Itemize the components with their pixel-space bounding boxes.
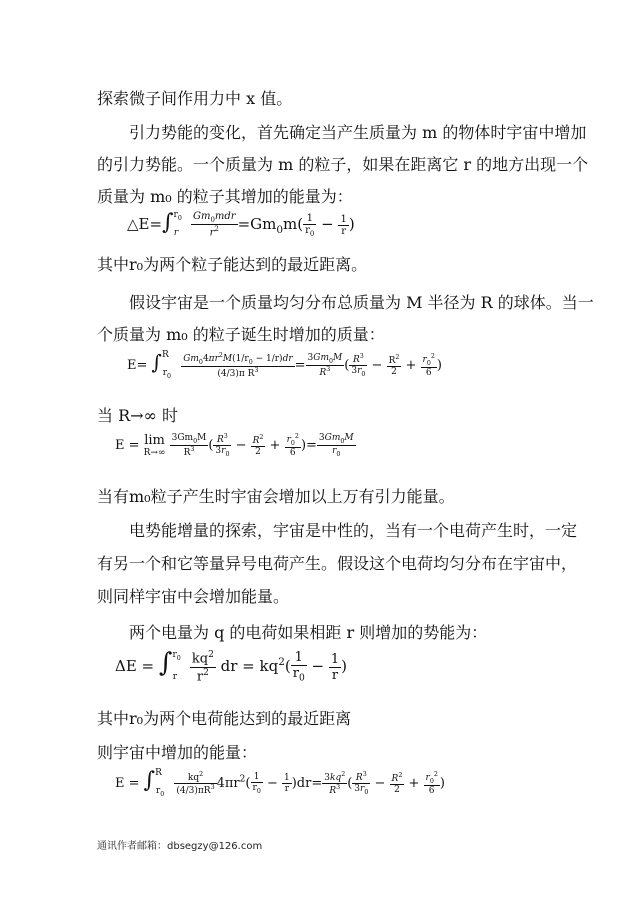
equation-gravity-pair: △E=∫$^{r_0}_r$ $\frac{Gm_0mdr}{r^2}$ $=Gm_0m$( $\frac{1}{r_0}$ − $\frac{1}{r}$ ): [127, 210, 355, 239]
equation-gravity-universe: E= ∫$^R_{r_0}$ $\frac{Gm_04\pi r^2M(1/r_0 - 1/r)dr}{(4/3)\pi R^3}$ = $\frac{3Gm_0M}{R^3}$ ( $\frac{R^3}{3r_0}$ − $\frac{R^2}{2}$ + $\frac{r_0^2}{6}$ ): [127, 350, 442, 380]
equation-electric-universe: E = ∫$^R_{r_0}$ $\frac{kq^2}{(4/3)\pi R^3}$ $4\pi r^2$( $\frac{1}{r_0}$ − $\frac{1}{r}$ )dr= $\frac{3kq^2}{R^3}$ ( $\frac{R^3}{3r_0}$ − $\frac{R^2}{2}$ + $\frac{r_0^2}{6}$ ): [115, 768, 445, 798]
paragraph-line: 探索微子间作用力中 x 值。: [97, 89, 293, 108]
paragraph-line: 有另一个和它等量异号电荷产生。假设这个电荷均匀分布在宇宙中，: [97, 554, 578, 573]
paragraph-line: 当 R→∞ 时: [97, 406, 178, 425]
paragraph-line: 质量为 m₀ 的粒子其增加的能量为：: [97, 187, 353, 206]
paragraph-line: 的引力势能。一个质量为 m 的粒子，如果在距离它 r 的地方出现一个: [97, 155, 589, 174]
paragraph-line: 其中r₀为两个电荷能达到的最近距离: [97, 709, 352, 728]
equation-limit: E = lim R→∞ $\frac{3Gm_0M}{R^3}$ ( $\frac{R^3}{3r_0}$ − $\frac{R^2}{2}$ + $\frac{r_0^2}{6}$ )= $\frac{3Gm_0M}{r_0}$: [115, 433, 354, 458]
equation-electric-pair: ΔE = ∫$^{r_0}_r$ $\frac{kq^2}{r^2}$ dr = $kq^2$( $\frac{1}{r_0}$ − $\frac{1}{r}$ ): [115, 648, 348, 684]
footer-contact: 通讯作者邮箱：dbsegzy@126.com: [97, 841, 263, 852]
paragraph-line: 个质量为 m₀ 的粒子诞生时增加的质量：: [97, 325, 385, 344]
paragraph-line: 引力势能的变化，首先确定当产生质量为 m 的物体时宇宙中增加: [129, 123, 587, 142]
paragraph-line: 假设宇宙是一个质量均匀分布总质量为 M 半径为 R 的球体。当一: [129, 293, 594, 312]
paragraph-line: 两个电量为 q 的电荷如果相距 r 则增加的势能为：: [129, 623, 488, 642]
paragraph-line: 则同样宇宙中会增加能量。: [97, 587, 290, 606]
paragraph-line: 电势能增量的探索，宇宙是中性的，当有一个电荷产生时，一定: [129, 521, 578, 540]
paragraph-line: 当有m₀粒子产生时宇宙会增加以上万有引力能量。: [97, 487, 455, 506]
paragraph-line: 其中r₀为两个粒子能达到的最近距离。: [97, 255, 368, 274]
paragraph-line: 则宇宙中增加的能量：: [97, 743, 258, 762]
